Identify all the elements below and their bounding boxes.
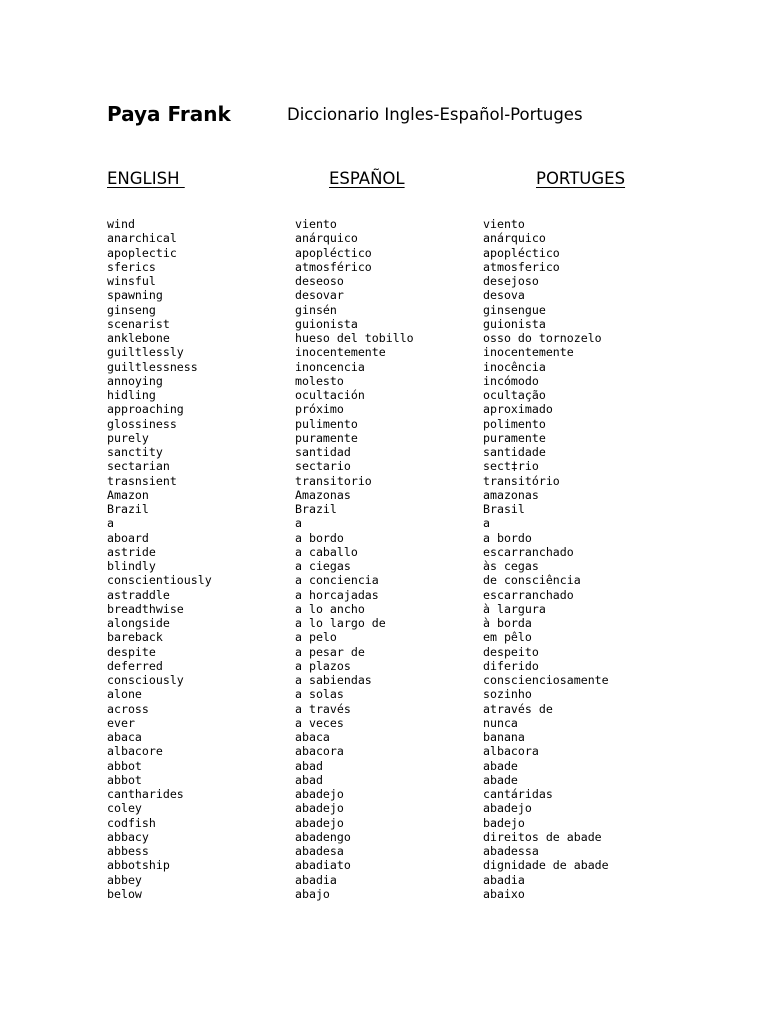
column-header-english: ENGLISH — [107, 169, 185, 188]
portuguese-word: abadia — [483, 872, 525, 887]
spanish-word: abadia — [295, 872, 337, 887]
spanish-word: abacora — [295, 744, 344, 759]
english-word: abbot — [107, 758, 142, 773]
spanish-word: guionista — [295, 316, 358, 331]
english-word: Amazon — [107, 487, 149, 502]
spanish-word: anárquico — [295, 231, 358, 246]
portuguese-word: atmosferico — [483, 259, 560, 274]
portuguese-word: Brasil — [483, 502, 525, 516]
portuguese-word: badejo — [483, 815, 525, 830]
english-word: apoplectic — [107, 245, 177, 260]
spanish-word: abadengo — [295, 829, 351, 844]
spanish-word: santidad — [295, 445, 351, 459]
spanish-word: próximo — [295, 402, 344, 417]
english-word: breadthwise — [107, 601, 184, 616]
portuguese-word: escarranchado — [483, 587, 574, 602]
english-word: glossiness — [107, 416, 177, 431]
spanish-word: pulimento — [295, 416, 358, 431]
author-name: Paya Frank — [107, 102, 231, 126]
english-word: ever — [107, 715, 135, 730]
portuguese-word: ocultação — [483, 388, 546, 402]
english-word: a — [107, 516, 114, 531]
portuguese-word: em pêlo — [483, 630, 532, 645]
portuguese-word: abadejo — [483, 801, 532, 816]
spanish-word: a caballo — [295, 544, 358, 559]
spanish-word: Brazil — [295, 502, 337, 516]
english-word: Brazil — [107, 502, 149, 516]
english-word: purely — [107, 430, 149, 445]
english-word: sferics — [107, 259, 156, 274]
english-word: approaching — [107, 402, 184, 417]
spanish-word: a plazos — [295, 658, 351, 673]
spanish-word: ocultación — [295, 388, 365, 402]
portuguese-word: albacora — [483, 744, 539, 759]
portuguese-word: nunca — [483, 715, 518, 730]
english-word: anklebone — [107, 331, 170, 345]
english-word: wind — [107, 217, 135, 231]
english-word: codfish — [107, 815, 156, 830]
spanish-word: abadiato — [295, 858, 351, 873]
portuguese-word: escarranchado — [483, 544, 574, 559]
spanish-word: sectario — [295, 459, 351, 474]
english-word: despite — [107, 644, 156, 659]
portuguese-word: direitos de abade — [483, 829, 602, 844]
spanish-word: abadejo — [295, 815, 344, 830]
spanish-word: Amazonas — [295, 487, 351, 502]
portuguese-word: incómodo — [483, 373, 539, 388]
english-word: abaca — [107, 730, 142, 744]
english-word: spawning — [107, 288, 163, 303]
english-word: below — [107, 886, 142, 901]
english-word: guiltlessly — [107, 345, 184, 360]
english-word: alongside — [107, 616, 170, 630]
english-word: sectarian — [107, 459, 170, 474]
portuguese-word: inocentemente — [483, 345, 574, 360]
spanish-word: apopléctico — [295, 245, 372, 260]
spanish-word: a conciencia — [295, 573, 379, 588]
portuguese-word: cantáridas — [483, 787, 553, 801]
english-word: ginseng — [107, 302, 156, 317]
portuguese-word: apopléctico — [483, 245, 560, 260]
spanish-word: a pesar de — [295, 644, 365, 659]
portuguese-word: osso do tornozelo — [483, 331, 602, 345]
portuguese-word: abade — [483, 772, 518, 787]
english-word: consciously — [107, 673, 184, 687]
english-word: abbey — [107, 872, 142, 887]
portuguese-word: despeito — [483, 644, 539, 659]
portuguese-word: guionista — [483, 316, 546, 331]
english-word: guiltlessness — [107, 359, 198, 374]
column-header-spanish: ESPAÑOL — [329, 169, 405, 188]
spanish-word: atmosférico — [295, 259, 372, 274]
portuguese-word: sect‡rio — [483, 459, 539, 474]
column-header-portuguese: PORTUGES — [536, 169, 626, 188]
spanish-word-list — [295, 217, 414, 901]
spanish-word: a veces — [295, 715, 344, 730]
spanish-word: abadejo — [295, 787, 344, 801]
portuguese-word: viento — [483, 217, 525, 231]
english-word: alone — [107, 687, 142, 702]
spanish-word: transitorio — [295, 473, 372, 488]
english-word: abbot — [107, 772, 142, 787]
english-word: cantharides — [107, 787, 184, 801]
english-word: abbess — [107, 844, 149, 858]
portuguese-word: sozinho — [483, 687, 532, 702]
spanish-word: a solas — [295, 687, 344, 702]
portuguese-word: amazonas — [483, 487, 539, 502]
portuguese-word: à largura — [483, 601, 546, 616]
english-word: hidling — [107, 388, 156, 402]
spanish-word: a ciegas — [295, 559, 351, 573]
english-word: abbotship — [107, 858, 170, 873]
spanish-word: inocentemente — [295, 345, 386, 360]
portuguese-word: polimento — [483, 416, 546, 431]
english-word: astride — [107, 544, 156, 559]
spanish-word: abadejo — [295, 801, 344, 816]
english-word: anarchical — [107, 231, 177, 246]
spanish-word: puramente — [295, 430, 358, 445]
english-word-list — [107, 217, 212, 901]
portuguese-word: diferido — [483, 658, 539, 673]
spanish-word: molesto — [295, 373, 344, 388]
portuguese-word: à borda — [483, 616, 532, 630]
spanish-word: a bordo — [295, 530, 344, 545]
spanish-word: ginsén — [295, 302, 337, 317]
english-word: annoying — [107, 373, 163, 388]
spanish-word: a lo largo de — [295, 616, 386, 630]
portuguese-word: inocência — [483, 359, 546, 374]
spanish-word: abaca — [295, 730, 330, 744]
portuguese-word: desejoso — [483, 274, 539, 288]
portuguese-word: a bordo — [483, 530, 532, 545]
spanish-word: desovar — [295, 288, 344, 303]
portuguese-word: abadessa — [483, 844, 539, 858]
document-title: Diccionario Ingles-Español-Portuges — [287, 105, 583, 124]
portuguese-word: abade — [483, 758, 518, 773]
spanish-word: abad — [295, 772, 323, 787]
portuguese-word: de consciência — [483, 573, 581, 588]
spanish-word: a — [295, 516, 302, 531]
portuguese-word: transitório — [483, 473, 560, 488]
english-word: abbacy — [107, 829, 149, 844]
spanish-word: a horcajadas — [295, 587, 379, 602]
spanish-word: abajo — [295, 886, 330, 901]
portuguese-word: a — [483, 516, 490, 531]
spanish-word: a lo ancho — [295, 601, 365, 616]
spanish-word: a través — [295, 701, 351, 716]
spanish-word: viento — [295, 217, 337, 231]
english-word: scenarist — [107, 316, 170, 331]
portuguese-word: santidade — [483, 445, 546, 459]
portuguese-word-list — [483, 217, 609, 901]
spanish-word: deseoso — [295, 274, 344, 288]
spanish-word: hueso del tobillo — [295, 331, 414, 345]
portuguese-word: abaixo — [483, 886, 525, 901]
portuguese-word: aproximado — [483, 402, 553, 417]
portuguese-word: às cegas — [483, 559, 539, 573]
english-word: trasnsient — [107, 473, 177, 488]
portuguese-word: desova — [483, 288, 525, 303]
spanish-word: a pelo — [295, 630, 337, 645]
english-word: aboard — [107, 530, 149, 545]
english-word: sanctity — [107, 445, 163, 459]
portuguese-word: banana — [483, 730, 525, 744]
portuguese-word: dignidade de abade — [483, 858, 609, 873]
spanish-word: abadesa — [295, 844, 344, 858]
english-word: deferred — [107, 658, 163, 673]
spanish-word: a sabiendas — [295, 673, 372, 687]
portuguese-word: puramente — [483, 430, 546, 445]
english-word: blindly — [107, 559, 156, 573]
portuguese-word: conscienciosamente — [483, 673, 609, 687]
english-word: albacore — [107, 744, 163, 759]
english-word: winsful — [107, 274, 156, 288]
portuguese-word: ginsengue — [483, 302, 546, 317]
portuguese-word: através de — [483, 701, 553, 716]
spanish-word: inoncencia — [295, 359, 365, 374]
portuguese-word: anárquico — [483, 231, 546, 246]
english-word: coley — [107, 801, 142, 816]
english-word: astraddle — [107, 587, 170, 602]
english-word: across — [107, 701, 149, 716]
spanish-word: abad — [295, 758, 323, 773]
english-word: bareback — [107, 630, 163, 645]
english-word: conscientiously — [107, 573, 212, 588]
